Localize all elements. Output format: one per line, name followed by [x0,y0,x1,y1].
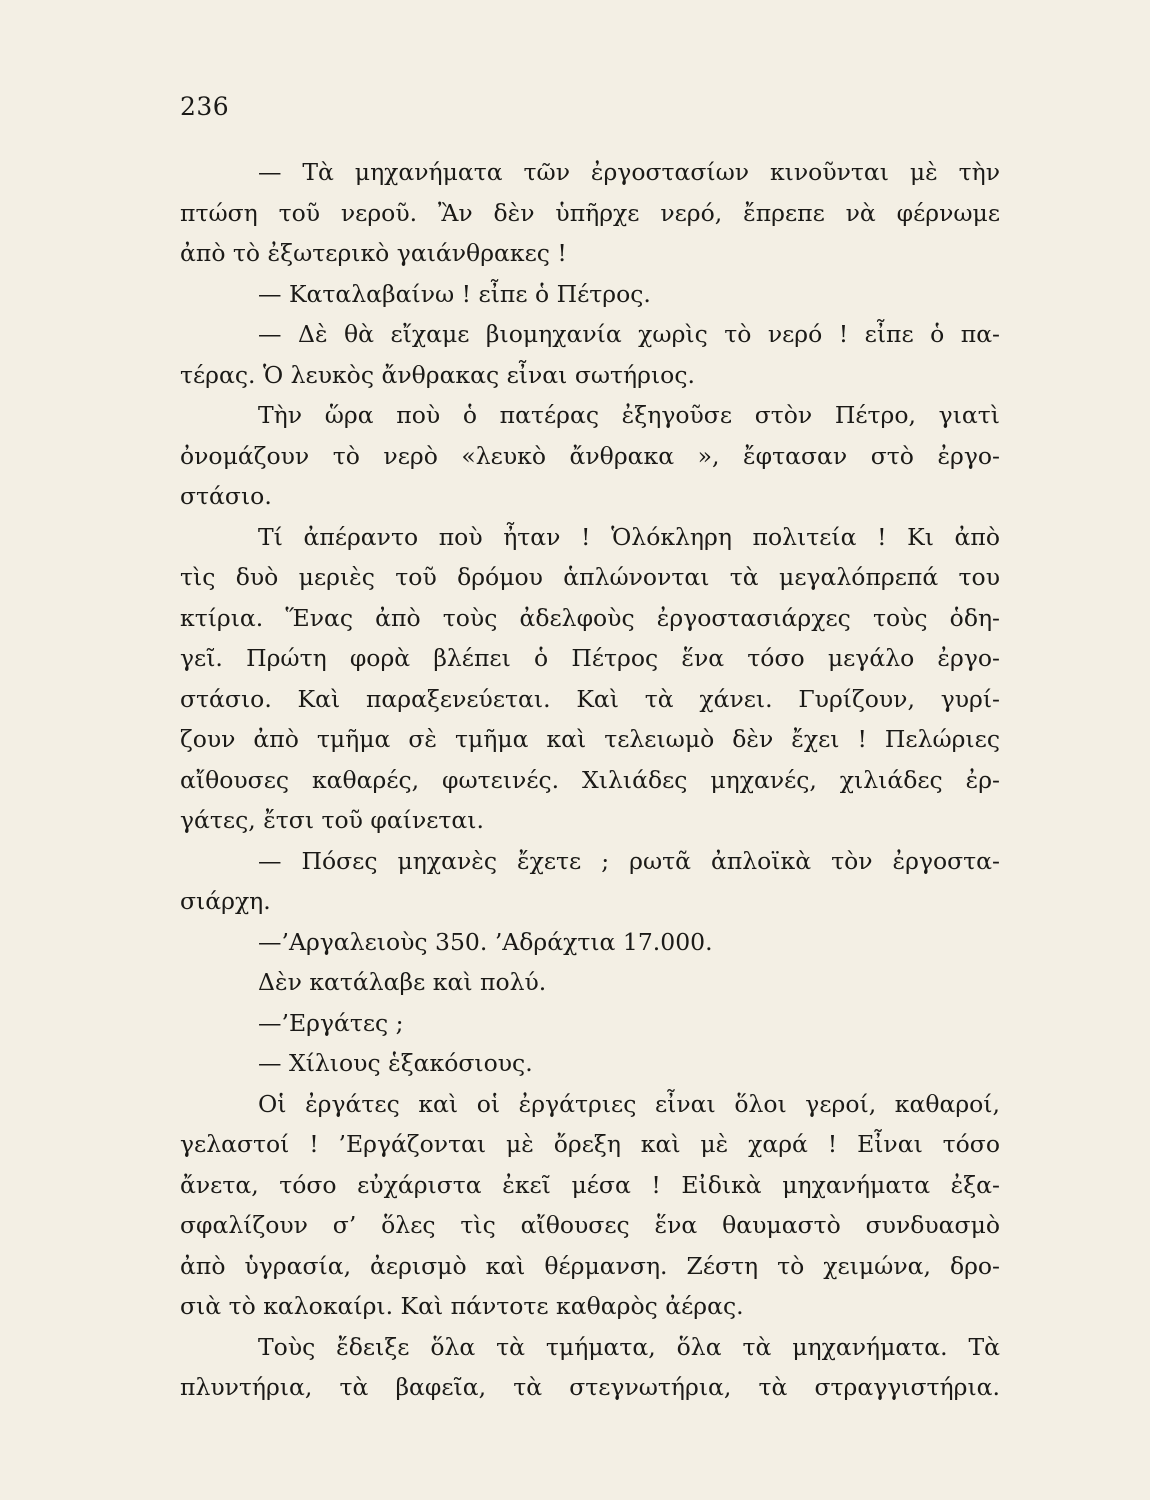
page-number: 236 [180,92,230,121]
text-line: — Πόσες μηχανὲς ἔχετε ; ρωτᾶ ἀπλοϊκὰ τὸν ἐργοστα- [258,846,1000,875]
text-line: ζουν ἀπὸ τμῆμα σὲ τμῆμα καὶ τελειωμὸ δὲν ἔχει ! Πελώριες [180,725,1000,753]
text-line: στάσιο. Καὶ παραξενεύεται. Καὶ τὰ χάνει. Γυρίζουν, γυρί- [180,684,1000,713]
text-line: ἀπὸ ὑγρασία, ἀερισμὸ καὶ θέρμανση. Ζέστη τὸ χειμώνα, δρο- [180,1251,1000,1280]
text-line: ἀπὸ τὸ ἐξωτερικὸ γαιάνθρακες ! [180,239,567,267]
text-line: ὀνομάζουν τὸ νερὸ «λευκὸ ἄνθρακα », ἔφτασαν στὸ ἐργο- [180,441,1000,470]
text-line: στάσιο. [180,482,272,510]
text-line: πτώση τοῦ νεροῦ. Ἂν δὲν ὑπῆρχε νερό, ἔπρεπε νὰ φέρνωμε [180,198,1000,227]
text-line: σφαλίζουν σ’ ὅλες τὶς αἴθουσες ἕνα θαυμαστὸ συνδυασμὸ [180,1211,1000,1239]
text-line: σιάρχη. [180,887,271,915]
text-line: γελαστοί ! ’Εργάζονται μὲ ὄρεξη καὶ μὲ χαρά ! Εἶναι τόσο [180,1130,1000,1158]
text-line: Δὲν κατάλαβε καὶ πολύ. [258,968,547,996]
text-line: — Τὰ μηχανήματα τῶν ἐργοστασίων κινοῦνται μὲ τὴν [258,158,1000,186]
text-line: Τί ἀπέραντο ποὺ ἦταν ! Ὁλόκληρη πολιτεία ! Κι ἀπὸ [258,522,1000,551]
text-line: —’Εργάτες ; [258,1008,404,1037]
text-line: Οἱ ἐργάτες καὶ οἱ ἐργάτριες εἶναι ὅλοι γεροί, καθαροί, [258,1089,1000,1118]
text-line: γάτες, ἔτσι τοῦ φαίνεται. [180,806,484,834]
text-line: ἄνετα, τόσο εὐχάριστα ἐκεῖ μέσα ! Εἰδικὰ μηχανήματα ἐξα- [180,1170,1000,1199]
text-line: τὶς δυὸ μεριὲς τοῦ δρόμου ἁπλώνονται τὰ μεγαλόπρεπά του [180,563,1000,591]
text-line: τέρας. Ὁ λευκὸς ἄνθρακας εἶναι σωτήριος. [180,360,695,389]
text-line: πλυντήρια, τὰ βαφεῖα, τὰ στεγνωτήρια, τὰ στραγγιστήρια. [180,1373,1000,1401]
text-line: —’Αργαλειοὺς 350. ’Αδράχτια 17.000. [258,927,713,956]
text-line: σιὰ τὸ καλοκαίρι. Καὶ πάντοτε καθαρὸς ἀέρας. [180,1292,744,1320]
text-line: Τοὺς ἔδειξε ὅλα τὰ τμήματα, ὅλα τὰ μηχανήματα. Τὰ [258,1332,1000,1361]
text-line: κτίρια. Ἕνας ἀπὸ τοὺς ἀδελφοὺς ἐργοστασιάρχες τοὺς ὁδη- [180,603,1000,632]
text-line: — Χίλιους ἑξακόσιους. [258,1049,533,1077]
body-text [180,152,1000,1408]
text-line: — Δὲ θὰ εἴχαμε βιομηχανία χωρὶς τὸ νερό ! εἶπε ὁ πα- [258,320,1000,348]
text-line: — Καταλαβαίνω ! εἶπε ὁ Πέτρος. [258,279,651,308]
text-line: Τὴν ὥρα ποὺ ὁ πατέρας ἐξηγοῦσε στὸν Πέτρο, γιατὶ [258,401,1000,429]
text-line: αἴθουσες καθαρές, φωτεινές. Χιλιάδες μηχανές, χιλιάδες ἐρ- [180,765,1000,794]
text-line: γεῖ. Πρώτη φορὰ βλέπει ὁ Πέτρος ἕνα τόσο μεγάλο ἐργο- [180,644,1000,672]
